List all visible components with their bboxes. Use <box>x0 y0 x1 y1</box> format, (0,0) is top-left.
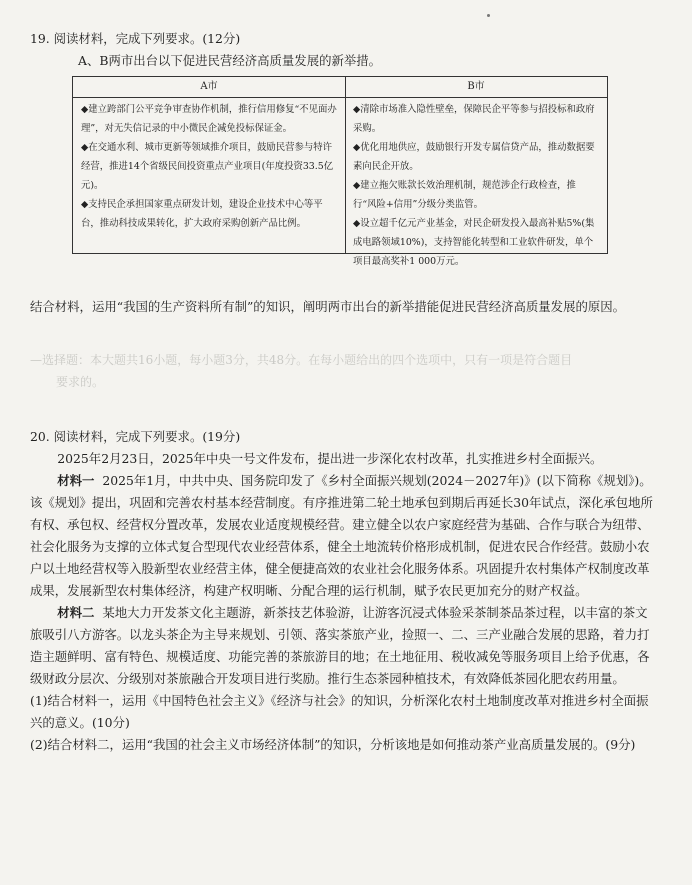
table-cell-b <box>345 98 607 271</box>
q20-subquestion-1: (1)结合材料一，运用《中国特色社会主义》《经济与社会》的知识，分析深化农村土地制度改革对推进乡村全面振兴的意义。(10分) <box>30 693 649 730</box>
question-20 <box>30 426 656 756</box>
q20-intro: 2025年2月23日，2025年中央一号文件发布，提出进一步深化农村改革，扎实推进乡村全面振兴。 <box>57 451 603 466</box>
q19-intro: A、B两市出台以下促进民营经济高质量发展的新举措。 <box>78 53 382 68</box>
material-2-text: 某地大力开发茶文化主题游，新茶技艺体验游，让游客沉浸式体验采茶制茶品茶过程，以丰富的茶文旅吸引八方游客。以龙头茶企为主导来规划、引领、落实茶旅产业，捡照一、二、三产业融合发展的思路，着力打造主题鲜明、富有特色、规模适度、功能完善的茶旅游目的地；在土地征用、税收减免等服务项目上给予优惠，各级财政分层次、分级别对茶旅融合开发项目进行奖励。推行生态茶园种植技术，有效降低茶园化肥农药用量。 <box>30 605 650 686</box>
material-2-label: 材料二 <box>57 605 95 620</box>
table-column-b <box>345 77 607 267</box>
bleed-through-line: —选择题：本大题共16小题，每小题3分，共48分。在每小题给出的四个选项中，只有一项是符合题目 <box>30 353 573 367</box>
a-item: ◆建立跨部门公平竞争审查协作机制，推行信用修复“不见面办理”，对无失信记录的中小微民企减免投标保证金。 <box>81 104 337 134</box>
q20-subquestion-2: (2)结合材料二，运用“我国的社会主义市场经济体制”的知识，分析该地是如何推动茶产业高质量发展的。(9分) <box>30 737 636 752</box>
b-item: ◆建立拖欠账款长效治理机制，规范涉企行政检查，推行“风险+信用”分级分类监管。 <box>353 180 576 210</box>
table-header-a: A市 <box>73 77 345 98</box>
q20-heading: 20. 阅读材料，完成下列要求。(19分) <box>30 429 241 444</box>
a-item: ◆在交通水利、城市更新等领域推介项目，鼓励民营参与特许经营，推进14个省级民间投资重点产业项目(年度投资33.5亿元)。 <box>81 142 334 191</box>
q19-heading: 19. 阅读材料，完成下列要求。(12分) <box>30 31 241 46</box>
q19-comparison-table <box>72 76 608 267</box>
question-19 <box>30 28 656 72</box>
q19-question <box>30 296 656 318</box>
q19-question-text: 结合材料，运用“我国的生产资料所有制”的知识，阐明两市出台的新举措能促进民营经济高质量发展的原因。 <box>30 299 626 314</box>
b-item: ◆设立超千亿元产业基金，对民企研发投入最高补贴5%(集成电路领域10%)，支持智能化转型和工业软件研发，单个项目最高奖补1 000万元。 <box>353 218 595 267</box>
q20-material-1 <box>30 470 656 602</box>
q20-material-2 <box>30 602 656 690</box>
table-column-a <box>73 77 346 253</box>
material-1-label: 材料一 <box>57 473 95 488</box>
bleed-through-line-2: 要求的。 <box>56 375 105 389</box>
speck <box>487 14 490 17</box>
table-header-b: B市 <box>345 77 607 98</box>
material-1-text: 2025年1月，中共中央、国务院印发了《乡村全面振兴规划(2024－2027年)》(以下简称《规划》)。该《规划》提出，巩固和完善农村基本经营制度。有序推进第二轮土地承包到期后再延长30年试点，深化承包地所有权、承包权、经营权分置改革，发展农业适度规模经营。建立健全以农户家庭经营为基础、合作与联合为纽带、社会化服务为支撑的立体式复合型现代农业经营体系，健全土地流转价格形成机制，促进农民合作经营。鼓励小农户以土地经营权等入股新型农业经营主体，健全便捷高效的农业社会化服务体系。巩固提升农村集体产权制度改革成果，发展新型农村集体经济，构建产权明晰、分配合理的运行机制，赋予农民更加充分的财产权益。 <box>30 473 653 598</box>
b-item: ◆优化用地供应，鼓励银行开发专属信贷产品，推动数据要素向民企开放。 <box>353 142 595 172</box>
b-item: ◆清除市场准入隐性壁垒，保障民企平等参与招投标和政府采购。 <box>353 104 595 134</box>
table-cell-a <box>73 98 345 233</box>
a-item: ◆支持民企承担国家重点研发计划，建设企业技术中心等平台，推动科技成果转化，扩大政府采购创新产品比例。 <box>81 199 323 229</box>
